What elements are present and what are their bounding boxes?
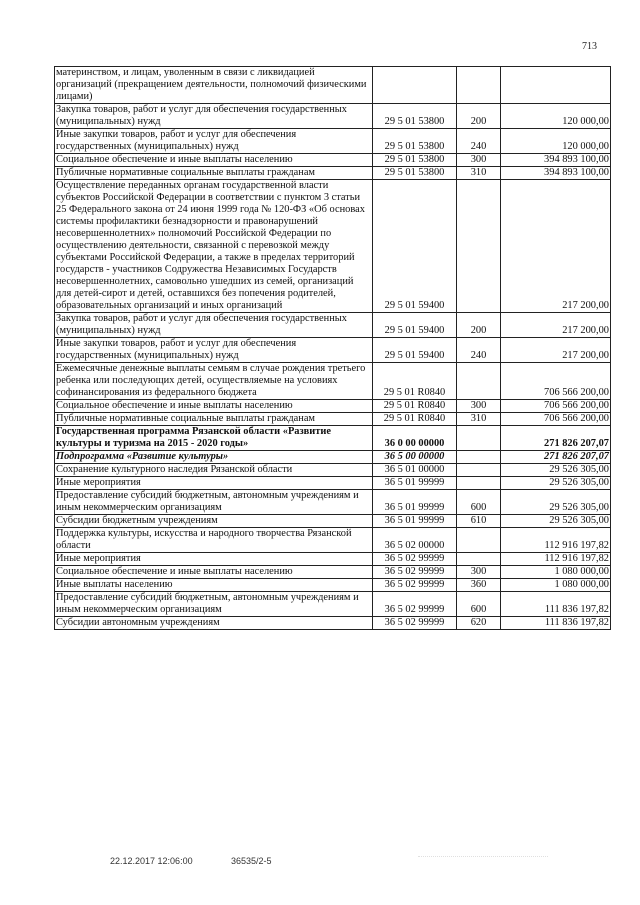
row-amount-cell: 271 826 207,07 <box>501 451 611 464</box>
row-vr-cell: 620 <box>457 617 501 630</box>
row-code-cell: 29 5 01 53800 <box>373 129 457 154</box>
row-code-cell <box>373 67 457 104</box>
row-name-cell: Иные мероприятия <box>55 477 373 490</box>
row-name-cell: Закупка товаров, работ и услуг для обеспечения государственных (муниципальных) нужд <box>55 313 373 338</box>
row-vr-cell <box>457 426 501 451</box>
row-amount-cell: 1 080 000,00 <box>501 579 611 592</box>
page-number: 713 <box>582 41 597 52</box>
row-name-cell: Субсидии автономным учреждениям <box>55 617 373 630</box>
row-code-cell: 36 5 01 99999 <box>373 477 457 490</box>
row-amount-cell: 112 916 197,82 <box>501 528 611 553</box>
row-vr-cell <box>457 553 501 566</box>
table-row <box>55 566 611 579</box>
row-name-cell: Иные закупки товаров, работ и услуг для обеспечения государственных (муниципальных) нужд <box>55 129 373 154</box>
row-vr-cell <box>457 451 501 464</box>
budget-table <box>54 66 611 630</box>
table-row <box>55 490 611 515</box>
table-row <box>55 400 611 413</box>
table-row <box>55 413 611 426</box>
table-row <box>55 579 611 592</box>
row-code-cell: 36 5 02 99999 <box>373 566 457 579</box>
table-row <box>55 426 611 451</box>
row-name-cell: Иные выплаты населению <box>55 579 373 592</box>
row-code-cell: 36 5 00 00000 <box>373 451 457 464</box>
row-name-cell: материнством, и лицам, уволенным в связи с ликвидацией организаций (прекращением деятельности, полномочий физическими лицами) <box>55 67 373 104</box>
row-vr-cell: 300 <box>457 566 501 579</box>
row-name-cell: Публичные нормативные социальные выплаты гражданам <box>55 167 373 180</box>
table-row <box>55 477 611 490</box>
row-code-cell: 29 5 01 R0840 <box>373 400 457 413</box>
row-code-cell: 29 5 01 53800 <box>373 154 457 167</box>
row-amount-cell: 394 893 100,00 <box>501 154 611 167</box>
row-amount-cell: 29 526 305,00 <box>501 477 611 490</box>
row-name-cell: Предоставление субсидий бюджетным, автономным учреждениям и иным некоммерческим организациям <box>55 490 373 515</box>
row-name-cell: Сохранение культурного наследия Рязанской области <box>55 464 373 477</box>
footer-timestamp: 22.12.2017 12:06:00 <box>110 856 193 866</box>
row-code-cell: 29 5 01 59400 <box>373 338 457 363</box>
row-amount-cell: 706 566 200,00 <box>501 363 611 400</box>
row-code-cell: 36 5 02 99999 <box>373 592 457 617</box>
row-vr-cell: 600 <box>457 592 501 617</box>
row-amount-cell: 706 566 200,00 <box>501 400 611 413</box>
row-amount-cell: 112 916 197,82 <box>501 553 611 566</box>
table-row <box>55 338 611 363</box>
row-vr-cell <box>457 67 501 104</box>
row-vr-cell: 310 <box>457 413 501 426</box>
row-code-cell: 36 5 01 99999 <box>373 490 457 515</box>
row-vr-cell: 240 <box>457 129 501 154</box>
row-code-cell: 29 5 01 R0840 <box>373 413 457 426</box>
table-row <box>55 451 611 464</box>
row-amount-cell: 111 836 197,82 <box>501 617 611 630</box>
row-vr-cell <box>457 528 501 553</box>
row-code-cell: 29 5 01 59400 <box>373 313 457 338</box>
row-name-cell: Социальное обеспечение и иные выплаты населению <box>55 566 373 579</box>
row-amount-cell: 394 893 100,00 <box>501 167 611 180</box>
row-name-cell: Осуществление переданных органам государственной власти субъектов Российской Федерации в соответствии с пунктом 3 статьи 25 Федерального закона от 24 июня 1999 года № 120-ФЗ «Об основах системы профилактики безнадзорности и правонарушений несовершеннолетних» полномочий Российской Федерации по осуществлению деятельности, связанной с перевозкой между субъектами Российской Федерации, а также в пределах территорий государств - участников Содружества Независимых Государств несовершеннолетних, самовольно ушедших из семей, организаций для детей-сирот и детей, оставшихся без попечения родителей, образовательных организаций и иных организаций <box>55 180 373 313</box>
row-name-cell: Социальное обеспечение и иные выплаты населению <box>55 400 373 413</box>
table-row <box>55 363 611 400</box>
row-name-cell: Государственная программа Рязанской области «Развитие культуры и туризма на 2015 - 2020 годы» <box>55 426 373 451</box>
row-name-cell: Предоставление субсидий бюджетным, автономным учреждениям и иным некоммерческим организациям <box>55 592 373 617</box>
row-vr-cell: 240 <box>457 338 501 363</box>
row-amount-cell: 29 526 305,00 <box>501 515 611 528</box>
row-name-cell: Социальное обеспечение и иные выплаты населению <box>55 154 373 167</box>
table-row <box>55 592 611 617</box>
row-code-cell: 29 5 01 R0840 <box>373 363 457 400</box>
row-name-cell: Иные закупки товаров, работ и услуг для обеспечения государственных (муниципальных) нужд <box>55 338 373 363</box>
row-vr-cell <box>457 477 501 490</box>
table-row <box>55 104 611 129</box>
row-amount-cell: 217 200,00 <box>501 338 611 363</box>
row-code-cell: 36 5 02 99999 <box>373 579 457 592</box>
row-name-cell: Ежемесячные денежные выплаты семьям в случае рождения третьего ребенка или последующих детей, осуществляемые на условиях софинансирования из федерального бюджета <box>55 363 373 400</box>
row-vr-cell: 600 <box>457 490 501 515</box>
row-code-cell: 36 5 01 99999 <box>373 515 457 528</box>
row-amount-cell: 29 526 305,00 <box>501 490 611 515</box>
table-row <box>55 313 611 338</box>
row-amount-cell: 217 200,00 <box>501 313 611 338</box>
table-row <box>55 464 611 477</box>
row-code-cell: 29 5 01 53800 <box>373 167 457 180</box>
row-amount-cell: 120 000,00 <box>501 104 611 129</box>
row-code-cell: 36 5 02 00000 <box>373 528 457 553</box>
table-row <box>55 129 611 154</box>
footer-reference: 36535/2-5 <box>231 856 272 866</box>
row-vr-cell: 610 <box>457 515 501 528</box>
row-name-cell: Закупка товаров, работ и услуг для обеспечения государственных (муниципальных) нужд <box>55 104 373 129</box>
table-row <box>55 528 611 553</box>
table-row <box>55 515 611 528</box>
row-amount-cell: 29 526 305,00 <box>501 464 611 477</box>
row-amount-cell <box>501 67 611 104</box>
row-amount-cell: 271 826 207,07 <box>501 426 611 451</box>
table-row <box>55 167 611 180</box>
row-name-cell: Поддержка культуры, искусства и народного творчества Рязанской области <box>55 528 373 553</box>
row-name-cell: Иные мероприятия <box>55 553 373 566</box>
row-code-cell: 36 5 01 00000 <box>373 464 457 477</box>
row-code-cell: 29 5 01 53800 <box>373 104 457 129</box>
row-amount-cell: 120 000,00 <box>501 129 611 154</box>
table-row <box>55 67 611 104</box>
row-vr-cell <box>457 180 501 313</box>
row-name-cell: Публичные нормативные социальные выплаты гражданам <box>55 413 373 426</box>
row-code-cell: 36 5 02 99999 <box>373 553 457 566</box>
row-amount-cell: 111 836 197,82 <box>501 592 611 617</box>
row-vr-cell: 300 <box>457 400 501 413</box>
row-vr-cell: 200 <box>457 104 501 129</box>
row-code-cell: 36 5 02 99999 <box>373 617 457 630</box>
table-row <box>55 154 611 167</box>
table-row <box>55 553 611 566</box>
row-code-cell: 29 5 01 59400 <box>373 180 457 313</box>
row-name-cell: Субсидии бюджетным учреждениям <box>55 515 373 528</box>
row-code-cell: 36 0 00 00000 <box>373 426 457 451</box>
row-name-cell: Подпрограмма «Развитие культуры» <box>55 451 373 464</box>
row-vr-cell: 300 <box>457 154 501 167</box>
table-row <box>55 180 611 313</box>
row-vr-cell: 310 <box>457 167 501 180</box>
row-vr-cell: 360 <box>457 579 501 592</box>
scan-smudge <box>418 856 548 865</box>
row-vr-cell <box>457 363 501 400</box>
row-vr-cell <box>457 464 501 477</box>
row-amount-cell: 1 080 000,00 <box>501 566 611 579</box>
row-vr-cell: 200 <box>457 313 501 338</box>
row-amount-cell: 217 200,00 <box>501 180 611 313</box>
row-amount-cell: 706 566 200,00 <box>501 413 611 426</box>
table-row <box>55 617 611 630</box>
